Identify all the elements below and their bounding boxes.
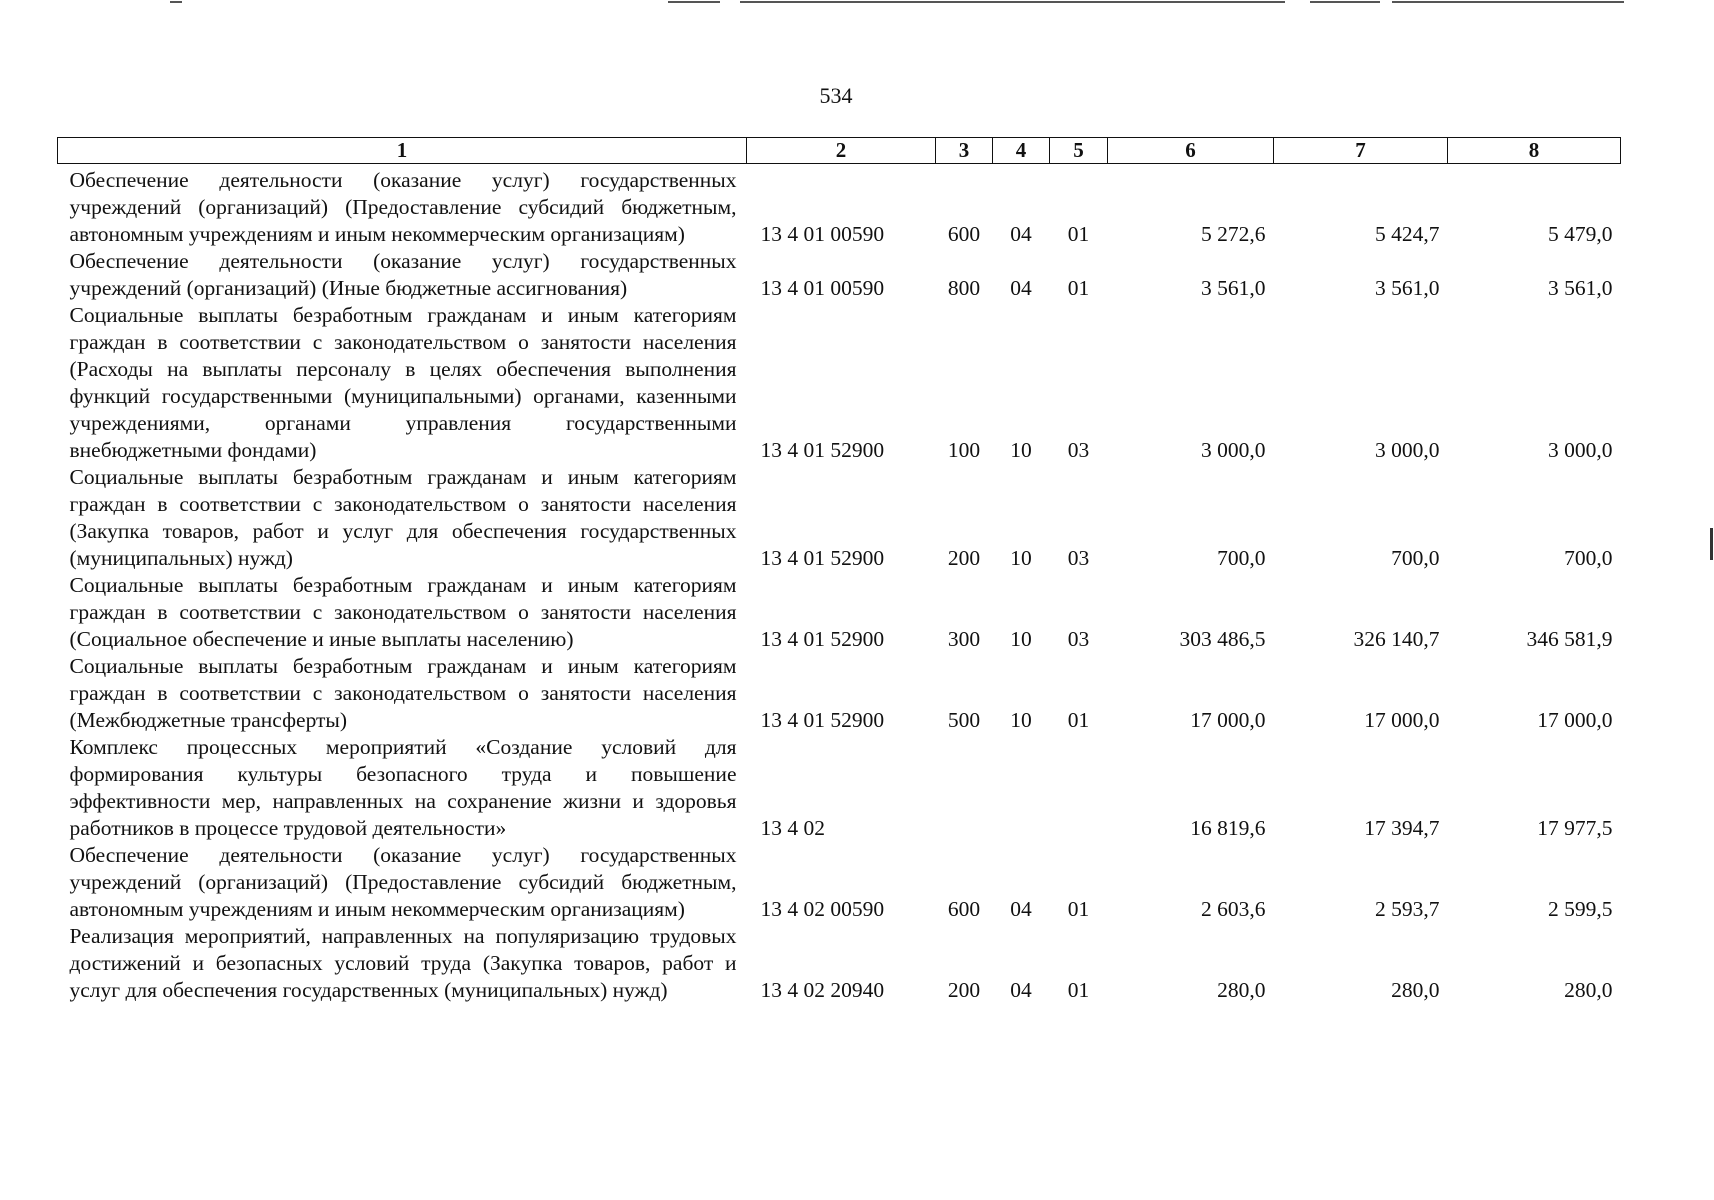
row-description: Обеспечение деятельности (оказание услуг) государственных учреждений (организаций) (Предоставление субсидий бюджетным, автономным учреждениям и иным некоммерческим организациям) <box>69 843 737 921</box>
top-rule-segment <box>668 1 720 3</box>
column-header-3: 3 <box>936 138 993 164</box>
row-description: Обеспечение деятельности (оказание услуг) государственных учреждений (организаций) (Предоставление субсидий бюджетным, автономным учреждениям и иным некоммерческим организациям) <box>69 168 737 246</box>
row-amount-col6: 700,0 <box>1217 546 1266 570</box>
row-amount-col7: 3 561,0 <box>1375 276 1440 300</box>
row-subsection: 01 <box>1067 978 1090 1002</box>
row-subsection: 01 <box>1067 222 1090 246</box>
row-subsection: 03 <box>1067 627 1090 651</box>
column-header-6: 6 <box>1108 138 1274 164</box>
row-amount-col8: 5 479,0 <box>1548 222 1613 246</box>
page-number: 534 <box>819 83 853 108</box>
row-target-code: 13 4 01 52900 <box>760 627 885 651</box>
page-top-edge <box>0 0 1714 6</box>
row-section: 10 <box>1010 546 1032 570</box>
row-amount-col7: 17 000,0 <box>1364 708 1440 732</box>
row-expense-type: 200 <box>947 978 981 1002</box>
row-amount-col7: 5 424,7 <box>1375 222 1440 246</box>
row-amount-col7: 700,0 <box>1391 546 1440 570</box>
row-amount-col7: 280,0 <box>1391 978 1440 1002</box>
top-rule-segment <box>170 1 182 3</box>
row-amount-col8: 346 581,9 <box>1526 627 1613 651</box>
budget-table <box>57 137 1621 1004</box>
row-target-code: 13 4 01 52900 <box>760 708 885 732</box>
table-row <box>58 164 1621 249</box>
row-target-code: 13 4 01 52900 <box>760 546 885 570</box>
scan-edge-mark <box>1710 528 1713 560</box>
row-expense-type: 200 <box>947 546 981 570</box>
table-row <box>58 248 1621 302</box>
row-target-code: 13 4 02 00590 <box>760 897 885 921</box>
row-target-code: 13 4 01 00590 <box>760 276 885 300</box>
row-amount-col6: 3 561,0 <box>1201 276 1266 300</box>
row-amount-col6: 17 000,0 <box>1190 708 1266 732</box>
row-amount-col6: 2 603,6 <box>1201 897 1266 921</box>
table-row <box>58 464 1621 572</box>
row-subsection <box>1050 734 1108 842</box>
row-section: 04 <box>1010 897 1032 921</box>
column-header-1: 1 <box>58 138 747 164</box>
row-description: Социальные выплаты безработным гражданам и иным категориям граждан в соответствии с законодательством о занятости населения (Расходы на выплаты персоналу в целях обеспечения выполнения функций государственными (муниципальными) органами, казенными учреждениями, органами управления государственными внебюджетными фондами) <box>69 303 737 462</box>
row-amount-col8: 3 561,0 <box>1548 276 1613 300</box>
row-amount-col7: 2 593,7 <box>1375 897 1440 921</box>
column-header-7: 7 <box>1274 138 1448 164</box>
row-amount-col6: 5 272,6 <box>1201 222 1266 246</box>
row-amount-col8: 3 000,0 <box>1548 438 1613 462</box>
row-subsection: 01 <box>1067 708 1090 732</box>
row-amount-col8: 280,0 <box>1564 978 1613 1002</box>
table-row <box>58 842 1621 923</box>
row-section: 04 <box>1010 978 1032 1002</box>
row-amount-col8: 17 977,5 <box>1537 816 1613 840</box>
table-body <box>58 164 1621 1005</box>
row-section <box>993 734 1050 842</box>
column-header-2: 2 <box>747 138 936 164</box>
row-amount-col6: 280,0 <box>1217 978 1266 1002</box>
row-section: 10 <box>1010 708 1032 732</box>
row-section: 10 <box>1010 627 1032 651</box>
table-row <box>58 572 1621 653</box>
row-expense-type: 500 <box>947 708 981 732</box>
row-section: 10 <box>1010 438 1032 462</box>
header-row <box>58 138 1621 164</box>
column-header-8: 8 <box>1448 138 1621 164</box>
row-target-code: 13 4 01 00590 <box>760 222 885 246</box>
table-row <box>58 923 1621 1004</box>
top-rule-segment <box>1310 1 1380 3</box>
row-amount-col8: 17 000,0 <box>1537 708 1613 732</box>
table-row <box>58 302 1621 464</box>
row-description: Комплекс процессных мероприятий «Создание условий для формирования культуры безопасного труда и повышение эффективности мер, направленных на сохранение жизни и здоровья работников в процессе трудовой деятельности» <box>69 735 737 840</box>
row-expense-type: 100 <box>947 438 981 462</box>
row-expense-type <box>936 734 993 842</box>
row-amount-col6: 3 000,0 <box>1201 438 1266 462</box>
row-subsection: 01 <box>1067 276 1090 300</box>
top-rule-segment <box>1392 1 1624 3</box>
column-header-5: 5 <box>1050 138 1108 164</box>
top-rule-segment <box>740 1 1285 3</box>
row-expense-type: 800 <box>947 276 981 300</box>
row-target-code: 13 4 02 <box>760 816 825 840</box>
row-description: Социальные выплаты безработным гражданам и иным категориям граждан в соответствии с законодательством о занятости населения (Межбюджетные трансферты) <box>69 654 737 732</box>
row-amount-col7: 3 000,0 <box>1375 438 1440 462</box>
row-amount-col7: 326 140,7 <box>1353 627 1440 651</box>
row-amount-col7: 17 394,7 <box>1364 816 1440 840</box>
row-subsection: 03 <box>1067 438 1090 462</box>
row-description: Реализация мероприятий, направленных на популяризацию трудовых достижений и безопасных условий труда (Закупка товаров, работ и услуг для обеспечения государственных (муниципальных) нужд) <box>69 924 737 1002</box>
row-amount-col6: 16 819,6 <box>1190 816 1266 840</box>
row-subsection: 01 <box>1067 897 1090 921</box>
row-section: 04 <box>1010 276 1032 300</box>
column-header-4: 4 <box>993 138 1050 164</box>
table-row <box>58 734 1621 842</box>
row-section: 04 <box>1010 222 1032 246</box>
row-description: Социальные выплаты безработным гражданам и иным категориям граждан в соответствии с законодательством о занятости населения (Социальное обеспечение и иные выплаты населению) <box>69 573 737 651</box>
row-amount-col6: 303 486,5 <box>1179 627 1266 651</box>
row-description: Социальные выплаты безработным гражданам и иным категориям граждан в соответствии с законодательством о занятости населения (Закупка товаров, работ и услуг для обеспечения государственных (муниципальных) нужд) <box>69 465 737 570</box>
table-header <box>58 138 1621 164</box>
table-row <box>58 653 1621 734</box>
row-target-code: 13 4 01 52900 <box>760 438 885 462</box>
row-target-code: 13 4 02 20940 <box>760 978 885 1002</box>
row-description: Обеспечение деятельности (оказание услуг) государственных учреждений (организаций) (Иные бюджетные ассигнования) <box>69 249 737 300</box>
row-expense-type: 300 <box>947 627 981 651</box>
row-amount-col8: 2 599,5 <box>1548 897 1613 921</box>
row-amount-col8: 700,0 <box>1564 546 1613 570</box>
row-subsection: 03 <box>1067 546 1090 570</box>
row-expense-type: 600 <box>947 897 981 921</box>
row-expense-type: 600 <box>947 222 981 246</box>
